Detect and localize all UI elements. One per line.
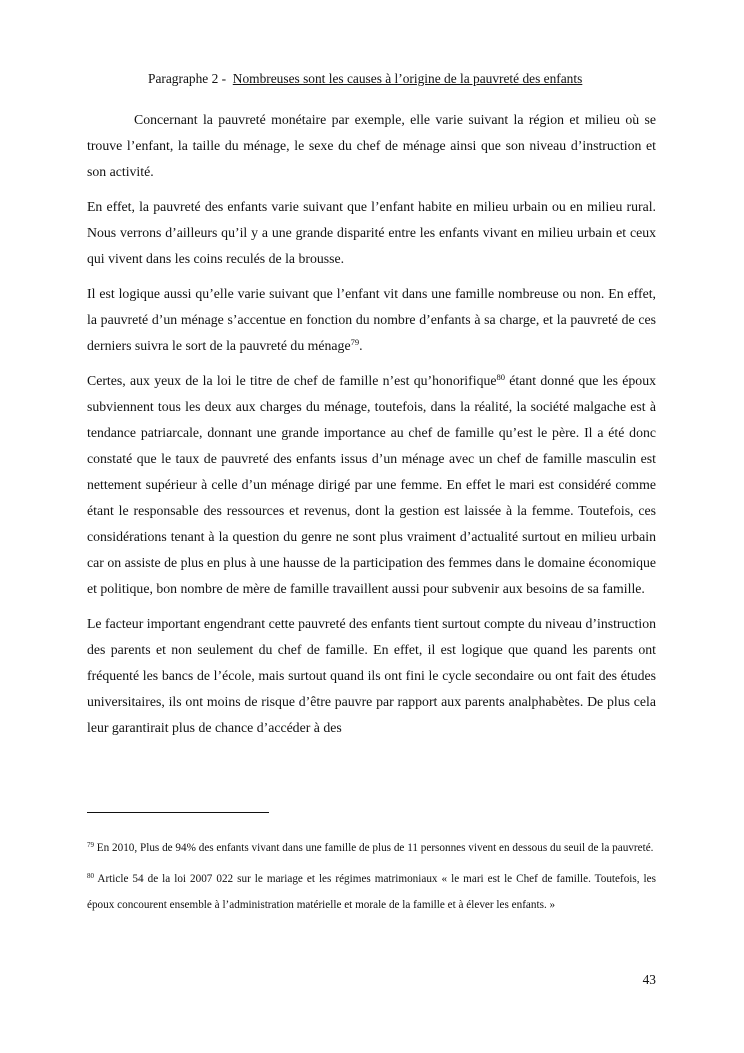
paragraph-3-end: . [359, 338, 363, 353]
footnote-number: 80 [87, 872, 94, 880]
heading-title: Nombreuses sont les causes à l’origine de la pauvreté des enfants [232, 71, 583, 86]
paragraph-3 [87, 281, 656, 359]
footnote-80 [87, 866, 656, 918]
footnote-79 [87, 835, 656, 861]
body-text [87, 107, 656, 750]
heading-prefix: Paragraphe 2 - [148, 71, 227, 86]
page-number: 43 [642, 972, 656, 987]
footnote-ref-80[interactable]: 80 [496, 372, 505, 382]
footnotes [87, 835, 656, 923]
paragraph-1: Concernant la pauvreté monétaire par exemple, elle varie suivant la région et milieu où se trouve l’enfant, la taille du ménage, le sexe du chef de ménage ainsi que son niveau d’instruction et son activité. [87, 112, 656, 179]
paragraph-5: Le facteur important engendrant cette pauvreté des enfants tient surtout compte du niveau d’instruction des parents et non seulement du chef de famille. En effet, il est logique que quand les parents ont fréquenté les bancs de l’école, mais surtout quand ils ont fini le cycle secondaire ou ont fait des études universitaires, ils ont moins de risque d’être pauvre par rapport aux parents analphabètes. De plus cela leur garantirait plus de chance d’accéder à des [87, 616, 656, 735]
footnote-separator [87, 812, 269, 813]
footnote-text: En 2010, Plus de 94% des enfants vivant dans une famille de plus de 11 personnes vivent en dessous du seuil de la pauvreté. [94, 842, 654, 854]
paragraph-4-rest: étant donné que les époux subviennent tous les deux aux charges du ménage, toutefois, dans la réalité, la société malgache est à tendance patriarcale, donnant une grande importance au chef de famille qu’est le père. Il a été donc constaté que le taux de pauvreté des enfants issus d’un ménage avec un chef de famille masculin est nettement supérieur à celle d’un ménage dirigé par une femme. En effet le mari est considéré comme étant le responsable des ressources et revenus, dont la gestion est laissée à la femme. Toutefois, ces considérations tenant à la question du genre ne sont plus vraiment d’actualité surtout en milieu urbain car on assiste de plus en plus à une hausse de la participation des femmes dans le domaine économique et politique, bon nombre de mère de famille travaillent aussi pour subvenir aux besoins de sa famille. [87, 373, 656, 596]
footnote-ref-79[interactable]: 79 [350, 337, 360, 347]
paragraph-2: En effet, la pauvreté des enfants varie suivant que l’enfant habite en milieu urbain ou en milieu rural. Nous verrons d’ailleurs qu’il y a une grande disparité entre les enfants vivant en milieu urbain et ceux qui vivent dans les coins reculés de la brousse. [87, 199, 656, 266]
section-heading [148, 69, 668, 89]
footnote-text: Article 54 de la loi 2007 022 sur le mariage et les régimes matrimoniaux « le mari est le Chef de famille. Toutefois, les époux concourent ensemble à l’administration matérielle et morale de la famille et à élever les enfants. » [87, 873, 656, 911]
paragraph-4 [87, 368, 656, 602]
paragraph-3-text: Il est logique aussi qu’elle varie suivant que l’enfant vit dans une famille nombreuse ou non. En effet, la pauvreté d’un ménage s’accentue en fonction du nombre d’enfants à sa charge, et la pauvreté de ces derniers suivra le sort de la pauvreté du ménage [87, 286, 656, 353]
footnote-number: 79 [87, 841, 94, 849]
paragraph-4-start: Certes, aux yeux de la loi le titre de chef de famille n’est qu’honorifique [87, 373, 497, 388]
